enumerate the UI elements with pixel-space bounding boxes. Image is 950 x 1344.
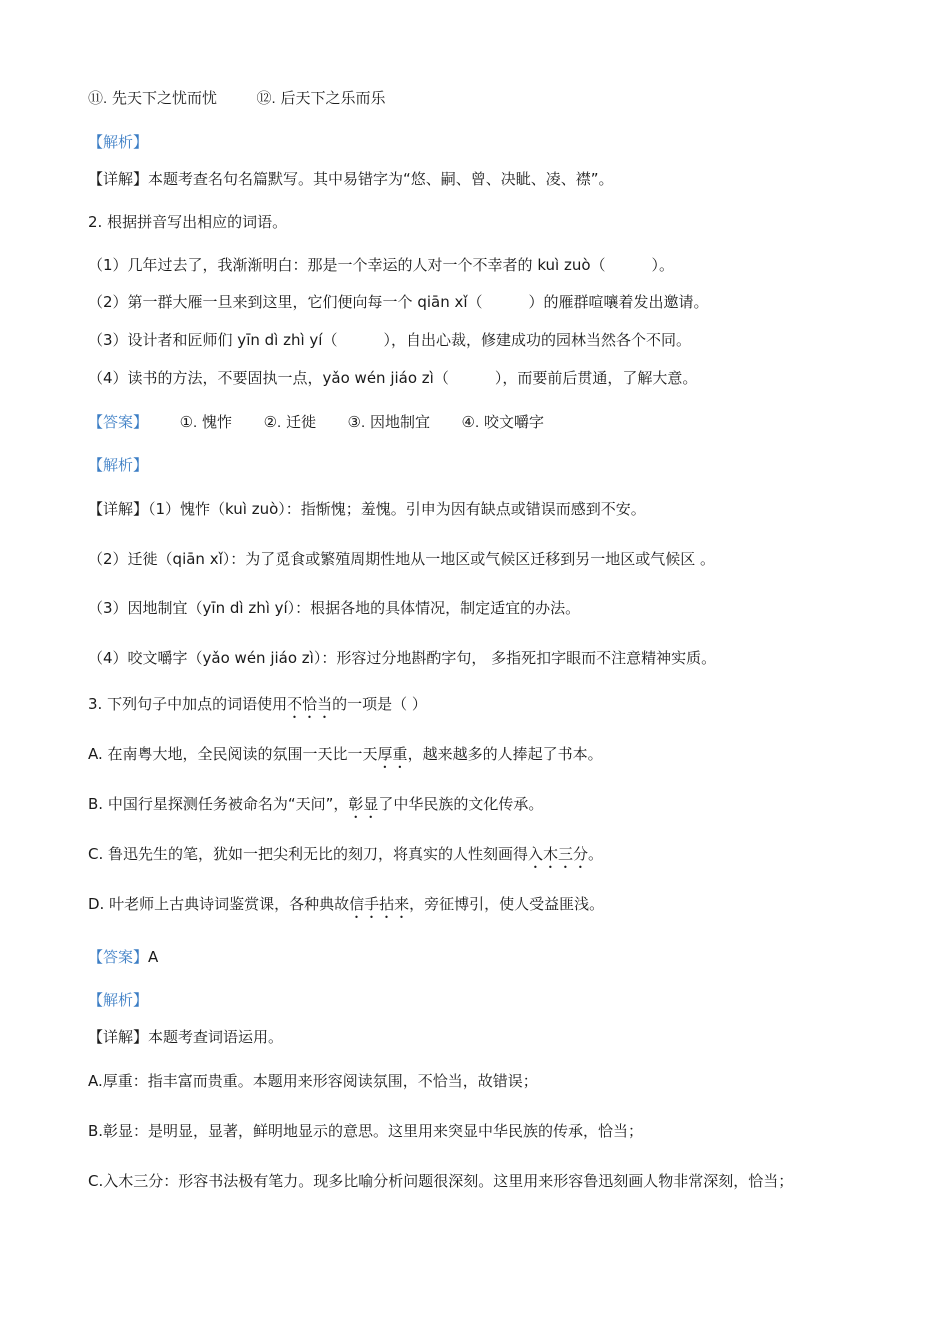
title-text: 3. 下列句子中加点的词语使用	[88, 695, 288, 713]
item-text: （4）读书的方法，不要固执一点，yǎo wén jiáo zì（	[88, 369, 449, 387]
item-text: ）的雁群喧嚷着发出邀请。	[528, 293, 709, 311]
detail-text: 本题考查名句名篇默写。其中易错字为“悠、嗣、曾、决眦、凌、襟”。	[148, 170, 614, 188]
item-text: ）。	[651, 256, 675, 274]
dotted-words: 入木三分	[528, 845, 589, 863]
question-item	[88, 367, 910, 389]
analysis-label: 【解析】	[88, 991, 149, 1009]
option-text: B. 中国行星探测任务被命名为“天问”，	[88, 795, 349, 813]
option-c	[88, 843, 910, 872]
item-text: （2）第一群大雁一旦来到这里，它们便向每一个 qiān xǐ（	[88, 293, 483, 311]
option-text: 。	[588, 845, 604, 863]
option-b	[88, 793, 910, 822]
detail-label: 【详解】	[88, 500, 149, 518]
answer-text: 迁徙	[285, 413, 316, 431]
item-text: （3）设计者和匠师们 yīn dì zhì yí（	[88, 331, 338, 349]
detail-label: 【详解】	[88, 1028, 149, 1046]
question-title: 2. 根据拼音写出相应的词语。	[88, 213, 288, 231]
answer-number: ③.	[347, 414, 366, 431]
question-item	[88, 329, 910, 351]
title-text: 的一项是（ ）	[332, 695, 427, 713]
analysis-label: 【解析】	[88, 133, 149, 151]
q2-answer-line	[88, 411, 910, 434]
detail-paragraph: （3）因地制宜（yīn dì zhì yí）：根据各地的具体情况，制定适宜的办法。	[88, 599, 581, 617]
option-a	[88, 743, 910, 772]
item-text: （1）几年过去了，我渐渐明白：那是一个幸运的人对一个不幸者的 kuì zuò（	[88, 256, 606, 274]
analysis-label: 【解析】	[88, 456, 149, 474]
detail-paragraph	[88, 498, 910, 520]
dotted-words: 彰显	[348, 795, 379, 813]
q1-answer-line	[88, 87, 910, 110]
detail-text: （1）愧怍（kuì zuò）：指惭愧；羞愧。引申为因有缺点或错误而感到不安。	[148, 500, 646, 518]
q3-answer-line	[88, 946, 910, 968]
option-text: C. 鲁迅先生的笔，犹如一把尖利无比的刻刀，将真实的人性刻画得	[88, 845, 529, 863]
answer-number: ④.	[461, 414, 480, 431]
detail-text: 本题考查词语运用。	[148, 1028, 284, 1046]
detail-paragraph	[88, 168, 910, 190]
dotted-words: 不恰当	[287, 695, 333, 713]
item-text: ），自出心裁，修建成功的园林当然各个不同。	[383, 331, 691, 349]
option-d	[88, 893, 910, 922]
answer-number: ⑪.	[88, 90, 108, 107]
dotted-words: 信手拈来	[349, 895, 410, 913]
answer-text: 先天下之忧而忧	[111, 89, 217, 107]
detail-paragraph	[88, 1026, 910, 1048]
question-item	[88, 291, 910, 313]
explanation-b: B.彰显：是明显，显著，鲜明地显示的意思。这里用来突显中华民族的传承，恰当；	[88, 1122, 644, 1140]
answer-label: 【答案】	[88, 413, 149, 431]
item-text: ），而要前后贯通，了解大意。	[494, 369, 698, 387]
answer-text: 咬文嚼字	[483, 413, 544, 431]
question-item	[88, 254, 910, 276]
answer-text: 愧怍	[201, 413, 232, 431]
detail-paragraph: （2）迁徙（qiān xǐ）：为了觅食或繁殖周期性地从一地区或气候区迁移到另一地区或气候区 。	[88, 550, 716, 568]
answer-number: ⑫.	[256, 90, 276, 107]
answer-text: 因地制宜	[369, 413, 430, 431]
option-text: D. 叶老师上古典诗词鉴赏课，各种典故	[88, 895, 350, 913]
explanation-c: C.入木三分：形容书法极有笔力。现多比喻分析问题很深刻。这里用来形容鲁迅刻画人物非常深刻，恰当；	[88, 1172, 794, 1190]
option-text: ，旁征博引，使人受益匪浅。	[409, 895, 605, 913]
option-text: ，越来越多的人捧起了书本。	[407, 745, 603, 763]
answer-text: 后天下之乐而乐	[280, 89, 386, 107]
detail-paragraph: （4）咬文嚼字（yǎo wén jiáo zì）：形容过分地斟酌字句， 多指死扣字眼而不注意精神实质。	[88, 649, 717, 667]
option-text: 了中华民族的文化传承。	[378, 795, 544, 813]
option-text: A. 在南粤大地，全民阅读的氛围一天比一天	[88, 745, 378, 763]
answer-number: ②.	[263, 414, 282, 431]
question-title	[88, 693, 910, 722]
answer-number: ①.	[179, 414, 198, 431]
explanation-a: A.厚重：指丰富而贵重。本题用来形容阅读氛围，不恰当，故错误；	[88, 1072, 538, 1090]
answer-label: 【答案】	[88, 948, 149, 966]
dotted-words: 厚重	[377, 745, 408, 763]
detail-label: 【详解】	[88, 170, 149, 188]
answer-value: A	[148, 948, 159, 966]
